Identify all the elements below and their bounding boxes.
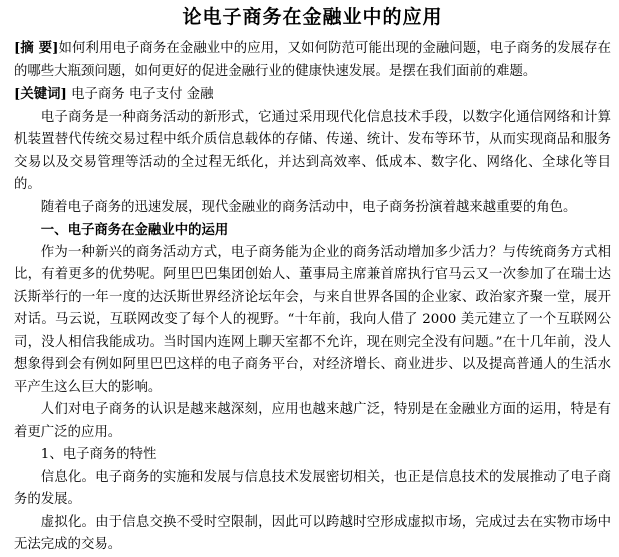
body-paragraph: 虚拟化。由于信息交换不受时空限制，因此可以跨越时空形成虚拟市场，完成过去在实物市场中无法完成的交易。	[14, 514, 611, 552]
keywords-text: 电子商务 电子支付 金融	[66, 87, 214, 102]
body-paragraph: 作为一种新兴的商务活动方式，电子商务能为企业的商务活动增加多少活力？与传统商务方式相比，有着更多的优势呢。阿里巴巴集团创始人、董事局主席兼首席执行官马云又一次参加了在瑞士达沃斯举行的一年一度的达沃斯世界经济论坛年会，与来自世界各国的企业家、政治家齐聚一堂，展开对话。马云说，互联网改变了每个人的视野。“十年前，我向人借了 2000 美元建立了一个互联网公司，没人相信我能成功。当时国内连网上聊天室都不允许，现在则完全没有问题。”在十几年前，没人想象得到会有例如阿里巴巴这样的电子商务平台，对经济增长、商业进步、以及提高普通人的生活水平产生这么巨大的影响。	[14, 244, 611, 395]
body-paragraph: 信息化。电子商务的实施和发展与信息技术发展密切相关，也正是信息技术的发展推动了电子商务的发展。	[14, 469, 611, 507]
subsection-heading: 1、电子商务的特性	[40, 447, 157, 462]
abstract-text: 如何利用电子商务在金融业中的应用，又如何防范可能出现的金融问题，电子商务的发展存在的哪些大瓶颈问题，如何更好的促进金融行业的健康快速发展。是摆在我们面前的难题。	[14, 41, 611, 79]
body-paragraph: 随着电子商务的迅速发展，现代金融业的商务活动中，电子商务扮演着越来越重要的角色。	[40, 199, 577, 215]
body-paragraph: 人们对电子商务的认识是越来越深刻，应用也越来越广泛，特别是在金融业方面的运用，特是有着更广泛的应用。	[14, 402, 611, 440]
abstract-label: [摘 要]	[14, 40, 59, 56]
section-heading: 一、电子商务在金融业中的运用	[40, 222, 229, 238]
keywords	[14, 83, 611, 107]
abstract	[14, 37, 611, 83]
body-paragraph: 电子商务是一种商务活动的新形式，它通过采用现代化信息技术手段，以数字化通信网络和计算机装置替代传统交易过程中纸介质信息载体的存储、传递、统计、发布等环节，从而实现商品和服务交易以及交易管理等活动的全过程无纸化，并达到高效率、低成本、数字化、网络化、全球化等目的。	[14, 109, 611, 192]
keywords-label: [关键词]	[14, 86, 67, 102]
document-title: 论电子商务在金融业中的应用	[182, 6, 443, 28]
